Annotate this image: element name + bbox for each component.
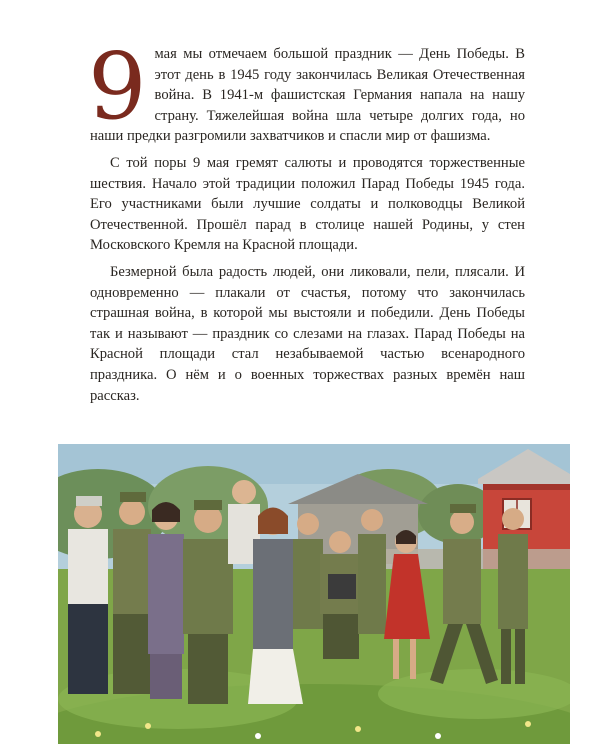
drop-cap: 9 [88,33,147,140]
paragraph-2: С той поры 9 мая гремят салюты и проводятся торжественные шествия. Начало этой традиции положил Парад Победы 1945 года. Его участниками были лучшие солдаты и полководцы Великой Отечественной. Прошёл парад в столице нашей Родины, у стен Московского Кремля на Красной площади. [90,154,525,254]
victory-day-illustration [58,444,570,744]
paragraph-3: Безмерной была радость людей, они ликовали, пели, плясали. И одновременно — плакали от счастья, потому что закончилась страшная война, в которой мы выстояли и победили. День Победы так и называют — праздник со слезами на глазах. Парад Победы на Красной площади стал незабываемой частью всенародного праздника. О нём и о военных торжествах разных времён наш рассказ. [90,263,525,404]
paragraph-1-text: мая мы отмечаем большой праздник — День Победы. В этот день в 1945 году закончилась Великая Отечественная война. В 1941-м фашистская Германия напала на нашу страну. Тяжелейшая война шла четыре долгих года, но наши предки разгромили захватчиков и спасли мир от фашизма. [90,46,525,145]
crowd-left [68,492,184,699]
article-text [88,33,525,412]
illustration-svg [58,444,570,744]
paragraph-1 [88,33,525,147]
